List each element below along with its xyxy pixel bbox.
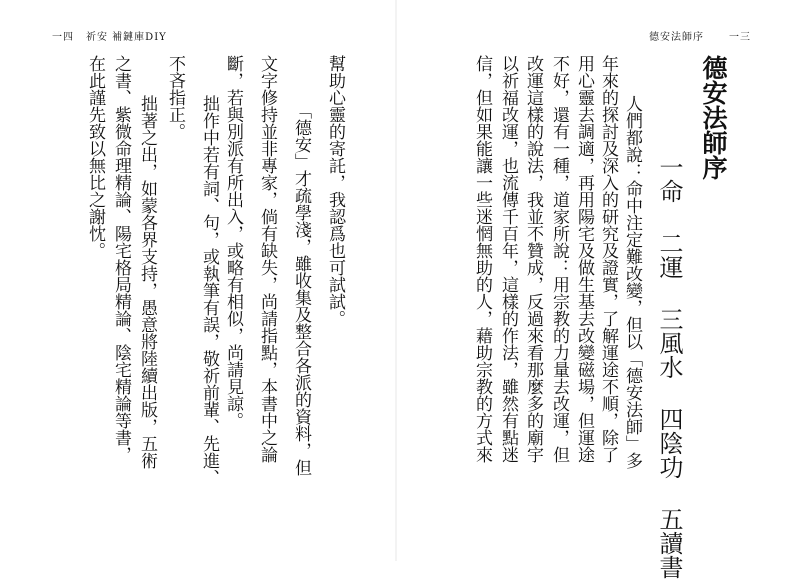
text-column: 斷，若與別派有所出入，或略有相似，尚請見諒。 [223, 55, 243, 429]
text-column: 拙著之出，如蒙各界支持，愚意將陸續出版，五術 [137, 95, 157, 469]
running-title: 德安法師序 [649, 32, 704, 43]
subtitle-motto: 一命 二運 三風水 四陰功 五讀書 [655, 155, 683, 579]
text-column: 人們都說：命中注定難改變，但以「德安法師」多 [622, 95, 642, 469]
text-column: 「德安」才疏學淺，雖收集及整合各派的資料，但 [291, 102, 311, 476]
running-title: 祈安 補鏈庫DIY [86, 32, 167, 43]
text-column: 在此謹先致以無比之謝忱。 [85, 55, 105, 259]
text-column: 不吝指正。 [165, 55, 185, 140]
page-number: 一四 [52, 32, 74, 43]
left-page [0, 0, 396, 561]
text-column: 用心靈去調適，再用陽宅及做生基去改變磁場，但運途 [574, 55, 594, 463]
text-column: 信，但如果能讓一些迷惘無助的人，藉助宗教的方式來 [472, 55, 492, 463]
text-column: 改運這樣的說法，我並不贊成，反過來看那麼多的廟宇 [523, 55, 543, 463]
right-page [397, 0, 793, 579]
text-column: 幫助心靈的寄託，我認爲也可試試。 [325, 55, 345, 327]
text-column: 之書、紫微命理精論、陽宅格局精論、陰宅精論等書， [111, 55, 131, 463]
text-column: 拙作中若有詞、句，或執筆有誤，敬祈前輩、先進、 [199, 95, 219, 486]
text-column: 不好，還有一種，道家所說：用宗教的力量去改運，但 [549, 55, 569, 463]
text-column: 年來的探討及深入的研究及證實，了解運途不順，除了 [598, 55, 618, 463]
page-title: 德安法師序 [699, 55, 728, 180]
text-column: 以祈福改運，也流傳千百年，這樣的作法，雖然有點迷 [498, 55, 518, 463]
page-number: 一三 [729, 32, 751, 43]
text-column: 文字修持並非專家，倘有缺失，尚請指點，本書中之論 [257, 55, 277, 463]
